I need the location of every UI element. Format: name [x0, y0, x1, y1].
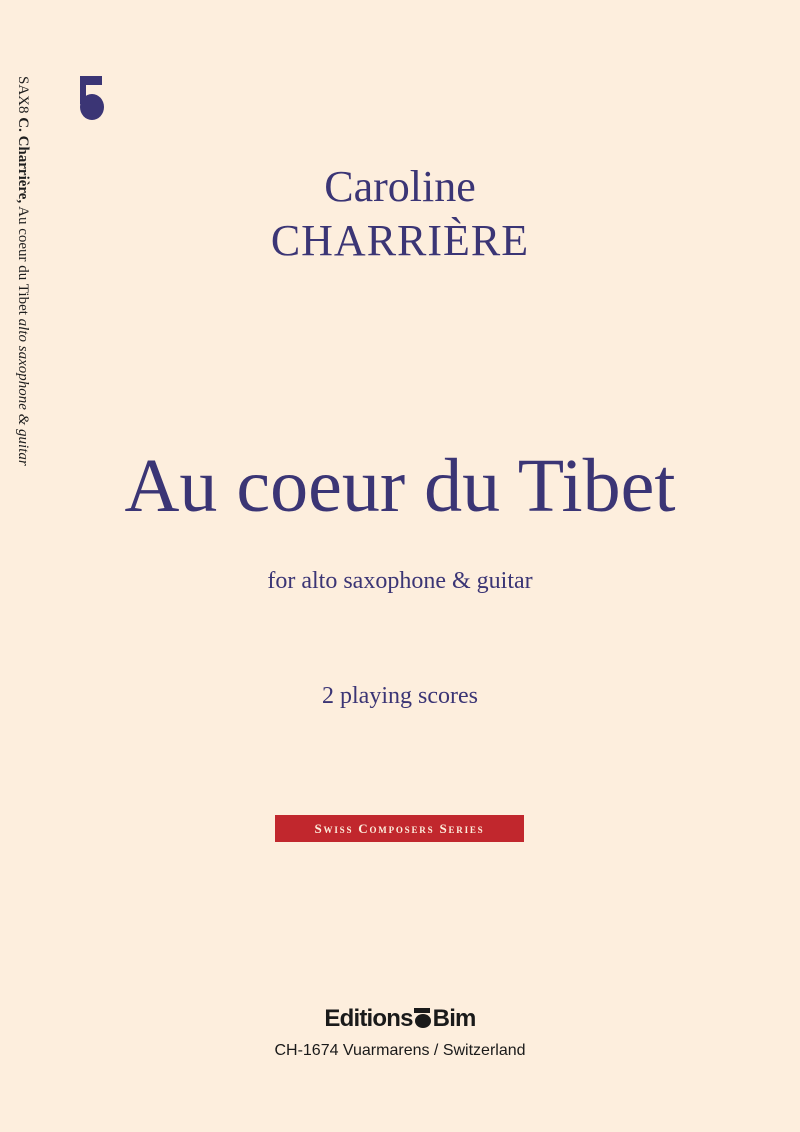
- spine: [8, 76, 34, 476]
- spine-code: SAX8: [15, 76, 31, 114]
- spine-composer: C. Charrière,: [15, 117, 31, 204]
- spine-text: [12, 76, 34, 466]
- spine-instrumentation: alto saxophone & guitar: [15, 318, 31, 466]
- publisher-name-part2: Bim: [432, 1005, 476, 1032]
- composer-last-name: CHARRIÈRE: [270, 216, 530, 265]
- series-band: Swiss Composers Series: [275, 815, 524, 842]
- spine-title: Au coeur du Tibet: [15, 206, 31, 315]
- work-title: Au coeur du Tibet: [124, 444, 676, 528]
- publisher-logo: [0, 1004, 800, 1034]
- publisher-name-part1: Editions: [324, 1005, 413, 1032]
- bim-note-icon: [414, 1007, 432, 1029]
- instrumentation: for alto saxophone & guitar: [267, 568, 533, 594]
- publisher-address: CH-1674 Vuarmarens / Switzerland: [274, 1042, 526, 1059]
- scores-note: 2 playing scores: [322, 683, 478, 709]
- bim-note-logo-icon: [80, 76, 106, 122]
- composer-first-name: Caroline: [324, 162, 476, 211]
